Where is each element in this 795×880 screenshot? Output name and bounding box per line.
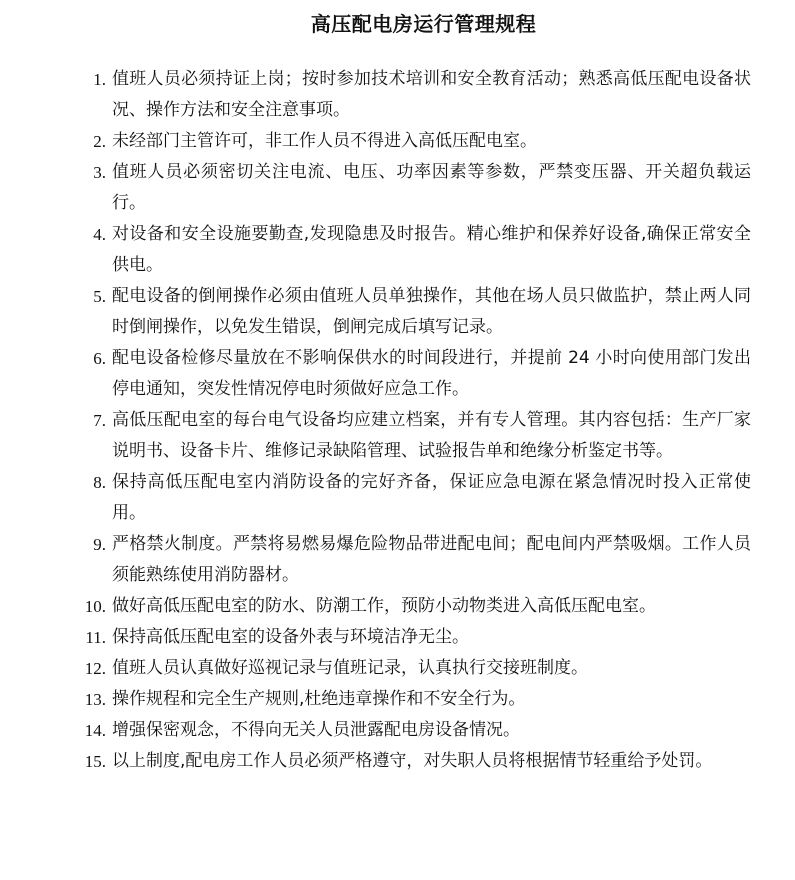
rule-number: 10. xyxy=(84,597,106,616)
rule-text: 值班人员认真做好巡视记录与值班记录，认真执行交接班制度。 xyxy=(112,658,588,678)
rule-text: 高低压配电室的每台电气设备均应建立档案，并有专人管理。其内容包括：生产厂家说明书、设备卡片、维修记录缺陷管理、试验报告单和绝缘分析鉴定书等。 xyxy=(112,410,751,461)
rule-number: 5. xyxy=(93,287,106,306)
rule-number: 7. xyxy=(93,411,106,430)
rule-number: 3. xyxy=(93,163,106,182)
list-item xyxy=(78,715,759,746)
rule-number: 8. xyxy=(93,473,106,492)
rule-text: 配电设备的倒闸操作必须由值班人员单独操作，其他在场人员只做监护，禁止两人同时倒闸操作，以免发生错误，倒闸完成后填写记录。 xyxy=(112,286,751,337)
list-item xyxy=(78,467,759,529)
rule-number: 1. xyxy=(93,70,106,89)
page-title: 高压配电房运行管理规程 xyxy=(310,12,537,36)
list-item xyxy=(78,529,759,591)
rule-number: 13. xyxy=(84,690,106,709)
rule-text: 增强保密观念，不得向无关人员泄露配电房设备情况。 xyxy=(112,720,520,740)
list-item xyxy=(78,126,759,157)
list-item xyxy=(78,591,759,622)
list-item xyxy=(78,343,759,405)
rule-number: 6. xyxy=(93,349,106,368)
rule-text: 严格禁火制度。严禁将易燃易爆危险物品带进配电间；配电间内严禁吸烟。工作人员须能熟练使用消防器材。 xyxy=(112,534,751,585)
list-item xyxy=(78,622,759,653)
rule-text: 配电设备检修尽量放在不影响保供水的时间段进行，并提前 24 小时向使用部门发出停电通知，突发性情况停电时须做好应急工作。 xyxy=(112,348,751,399)
rule-number: 12. xyxy=(84,659,106,678)
rule-number: 14. xyxy=(84,721,106,740)
rule-text: 值班人员必须密切关注电流、电压、功率因素等参数，严禁变压器、开关超负载运行。 xyxy=(112,162,751,213)
list-item xyxy=(78,405,759,467)
rule-text: 操作规程和完全生产规则,杜绝违章操作和不安全行为。 xyxy=(112,689,526,709)
rule-text: 值班人员必须持证上岗；按时参加技术培训和安全教育活动；熟悉高低压配电设备状况、操作方法和安全注意事项。 xyxy=(112,69,751,120)
rule-number: 15. xyxy=(84,752,106,771)
rule-number: 4. xyxy=(93,225,106,244)
rule-text: 以上制度,配电房工作人员必须严格遵守，对失职人员将根据情节轻重给予处罚。 xyxy=(112,751,713,771)
list-item xyxy=(78,684,759,715)
rules-list xyxy=(78,64,759,777)
rule-number: 11. xyxy=(85,628,106,647)
rule-text: 做好高低压配电室的防水、防潮工作，预防小动物类进入高低压配电室。 xyxy=(112,596,656,616)
list-item xyxy=(78,157,759,219)
list-item xyxy=(78,281,759,343)
list-item xyxy=(78,653,759,684)
list-item xyxy=(78,64,759,126)
list-item xyxy=(78,746,759,777)
rule-number: 2. xyxy=(93,132,106,151)
rule-number: 9. xyxy=(93,535,106,554)
rule-text: 对设备和安全设施要勤查,发现隐患及时报告。精心维护和保养好设备,确保正常安全供电。 xyxy=(112,224,751,275)
rule-text: 保持高低压配电室的设备外表与环境洁净无尘。 xyxy=(112,627,469,647)
rule-text: 未经部门主管许可，非工作人员不得进入高低压配电室。 xyxy=(112,131,537,151)
rule-text: 保持高低压配电室内消防设备的完好齐备，保证应急电源在紧急情况时投入正常使用。 xyxy=(112,472,751,523)
list-item xyxy=(78,219,759,281)
